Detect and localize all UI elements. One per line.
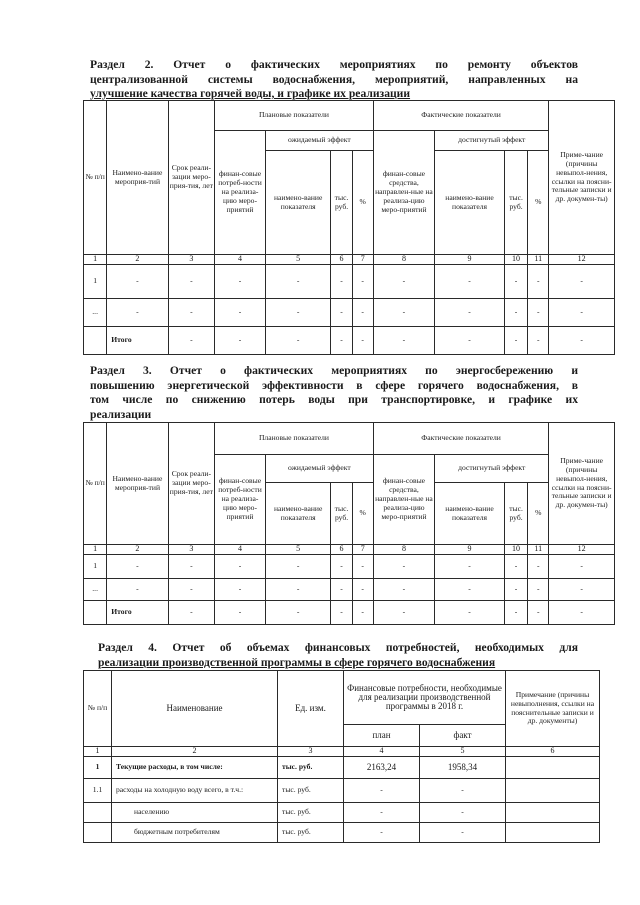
table-row xyxy=(84,326,615,354)
colnum: 1 xyxy=(84,747,112,757)
table-row xyxy=(84,779,600,803)
colnum: 3 xyxy=(168,255,215,265)
colnum: 3 xyxy=(168,545,215,555)
cell: - xyxy=(435,298,505,326)
cell: - xyxy=(435,554,505,578)
row-fact: - xyxy=(420,779,506,803)
cell: - xyxy=(504,264,527,298)
cell: - xyxy=(504,298,527,326)
colnum: 8 xyxy=(373,255,434,265)
cell: - xyxy=(331,264,352,298)
cell: - xyxy=(352,298,373,326)
row-fact: 1958,34 xyxy=(420,757,506,779)
row-fact: - xyxy=(420,803,506,823)
cell: - xyxy=(265,326,331,354)
row-num: 1 xyxy=(84,757,112,779)
cell: - xyxy=(168,600,215,624)
row-note xyxy=(506,803,600,823)
table-row xyxy=(84,264,615,298)
column-numbers-row xyxy=(84,545,615,555)
row-name: - xyxy=(107,578,168,600)
cell: - xyxy=(528,578,549,600)
plan-indicators-header: Плановые показатели xyxy=(215,423,374,455)
section4-title-line2: реализации производственной программы в сфере горячего водоснабжения xyxy=(98,655,496,669)
cell: - xyxy=(373,264,434,298)
table-row xyxy=(84,803,600,823)
row-num xyxy=(84,823,112,843)
row-num xyxy=(84,803,112,823)
colnum: 9 xyxy=(435,545,505,555)
colnum: 10 xyxy=(504,255,527,265)
cell: - xyxy=(168,554,215,578)
cell: - xyxy=(504,326,527,354)
col-note-header: Приме-чание (причины невыпол-нения, ссылки на поясни-тельные записки и др. докумен-ты) xyxy=(549,423,615,545)
colnum: 2 xyxy=(107,545,168,555)
colnum: 2 xyxy=(107,255,168,265)
cell: - xyxy=(215,298,266,326)
cell: - xyxy=(528,600,549,624)
fact-indicators-header: Фактические показатели xyxy=(373,101,549,131)
row-unit: тыс. руб. xyxy=(278,823,344,843)
section3-title-line2: повышению энергетической эффективности в сфере горячего водоснабжения, в xyxy=(90,378,578,392)
cell: - xyxy=(373,578,434,600)
cell: - xyxy=(352,326,373,354)
plan-eff-rub-header: тыс. руб. xyxy=(331,151,352,255)
plan-fin-header: финан-совые потреб-ности на реализа-цию меро-приятий xyxy=(215,455,266,545)
fact-fin-header: финан-совые средства, направлен-ные на реализа-цию меро-приятий xyxy=(373,131,434,255)
colnum: 6 xyxy=(331,255,352,265)
row-unit: тыс. руб. xyxy=(278,757,344,779)
table-row xyxy=(84,554,615,578)
col-num-header: № п/п xyxy=(84,101,107,255)
fact-eff-pct-header: % xyxy=(528,151,549,255)
row-name: Итого xyxy=(107,600,168,624)
colnum: 9 xyxy=(435,255,505,265)
row-name: бюджетным потребителям xyxy=(112,823,278,843)
plan-eff-rub-header: тыс. руб. xyxy=(331,483,352,545)
fin-needs-header: Финансовые потребности, необходимые для реализации производственной программы в 2018 г. xyxy=(344,671,506,725)
row-name: Итого xyxy=(107,326,168,354)
row-num: ... xyxy=(84,298,107,326)
cell: - xyxy=(504,554,527,578)
cell: - xyxy=(435,264,505,298)
cell: - xyxy=(373,554,434,578)
section3-title-line1: Раздел 3. Отчет о фактических мероприятиях по энергосбережению и xyxy=(90,364,578,377)
fact-fin-header: финан-совые средства, направлен-ные на реализа-цию меро-приятий xyxy=(373,455,434,545)
row-name: расходы на холодную воду всего, в т.ч.: xyxy=(112,779,278,803)
row-unit: тыс. руб. xyxy=(278,779,344,803)
plan-effect-header: ожидаемый эффект xyxy=(265,455,373,483)
fact-eff-pct-header: % xyxy=(528,483,549,545)
cell: - xyxy=(168,298,215,326)
cell: - xyxy=(265,578,331,600)
col-term-header: Срок реали-зации меро-прия-тия, лет xyxy=(168,423,215,545)
fact-effect-header: достигнутый эффект xyxy=(435,455,549,483)
cell: - xyxy=(215,554,266,578)
colnum: 4 xyxy=(344,747,420,757)
plan-effect-header: ожидаемый эффект xyxy=(265,131,373,151)
row-note xyxy=(506,823,600,843)
fact-eff-name-header: наимено-вание показателя xyxy=(435,483,505,545)
colnum: 7 xyxy=(352,545,373,555)
colnum: 5 xyxy=(265,255,331,265)
cell: - xyxy=(373,600,434,624)
table-row xyxy=(84,298,615,326)
section3-title-line3: том числе по снижению потерь воды при транспортировке, и графике их xyxy=(90,393,578,406)
table-row xyxy=(84,823,600,843)
table-row xyxy=(84,578,615,600)
section3-title-line4: реализации xyxy=(90,407,152,421)
row-plan: - xyxy=(344,803,420,823)
plan-indicators-header: Плановые показатели xyxy=(215,101,374,131)
row-note xyxy=(506,779,600,803)
cell: - xyxy=(215,264,266,298)
colnum: 12 xyxy=(549,255,615,265)
cell: - xyxy=(331,298,352,326)
cell: - xyxy=(168,578,215,600)
cell: - xyxy=(352,600,373,624)
column-numbers-row xyxy=(84,747,600,757)
colnum: 2 xyxy=(112,747,278,757)
cell: - xyxy=(331,578,352,600)
cell: - xyxy=(265,298,331,326)
row-num: 1.1 xyxy=(84,779,112,803)
colnum: 10 xyxy=(504,545,527,555)
section3-table xyxy=(83,422,615,625)
plan-eff-name-header: наимено-вание показателя xyxy=(265,483,331,545)
row-plan: - xyxy=(344,779,420,803)
colnum: 1 xyxy=(84,255,107,265)
row-name: Текущие расходы, в том числе: xyxy=(112,757,278,779)
plan-fin-header: финан-совые потреб-ности на реализа-цию меро-приятий xyxy=(215,131,266,255)
row-note xyxy=(506,757,600,779)
colnum: 5 xyxy=(420,747,506,757)
col-note-header: Примечание (причины невыполнения, ссылки на пояснительные записки и др. документы) xyxy=(506,671,600,747)
column-numbers-row xyxy=(84,255,615,265)
col-term-header: Срок реали-зации меро-прия-тия, лет xyxy=(168,101,215,255)
fact-eff-rub-header: тыс. руб. xyxy=(504,483,527,545)
cell: - xyxy=(435,326,505,354)
section4-title xyxy=(98,641,578,670)
colnum: 3 xyxy=(278,747,344,757)
section4-title-line1: Раздел 4. Отчет об объемах финансовых потребностей, необходимых для xyxy=(98,641,578,654)
cell: - xyxy=(265,264,331,298)
cell: - xyxy=(504,600,527,624)
row-num xyxy=(84,600,107,624)
colnum: 11 xyxy=(528,545,549,555)
cell: - xyxy=(549,578,615,600)
cell: - xyxy=(331,600,352,624)
cell: - xyxy=(215,326,266,354)
cell: - xyxy=(528,326,549,354)
cell: - xyxy=(168,264,215,298)
cell: - xyxy=(528,298,549,326)
plan-eff-pct-header: % xyxy=(352,151,373,255)
row-unit: тыс. руб. xyxy=(278,803,344,823)
row-name: населению xyxy=(112,803,278,823)
colnum: 4 xyxy=(215,255,266,265)
cell: - xyxy=(435,578,505,600)
col-note-header: Приме-чание (причины невыпол-нения, ссылки на поясни-тельные записки и др. докумен-ты) xyxy=(549,101,615,255)
cell: - xyxy=(549,298,615,326)
col-num-header: № п/п xyxy=(84,671,112,747)
row-plan: 2163,24 xyxy=(344,757,420,779)
cell: - xyxy=(373,326,434,354)
fact-eff-name-header: наимено-вание показателя xyxy=(435,151,505,255)
fact-effect-header: достигнутый эффект xyxy=(435,131,549,151)
colnum: 4 xyxy=(215,545,266,555)
plan-eff-pct-header: % xyxy=(352,483,373,545)
row-num: 1 xyxy=(84,554,107,578)
plan-header: план xyxy=(344,725,420,747)
colnum: 6 xyxy=(506,747,600,757)
section2-title-line1: Раздел 2. Отчет о фактических мероприятиях по ремонту объектов xyxy=(90,58,578,71)
cell: - xyxy=(352,578,373,600)
section2-table xyxy=(83,100,615,355)
colnum: 7 xyxy=(352,255,373,265)
col-name-header: Наимено-вание мероприя-тий xyxy=(107,423,168,545)
row-name: - xyxy=(107,554,168,578)
table-row xyxy=(84,757,600,779)
fact-header: факт xyxy=(420,725,506,747)
row-name: - xyxy=(107,298,168,326)
cell: - xyxy=(549,554,615,578)
cell: - xyxy=(168,326,215,354)
plan-eff-name-header: наимено-вание показателя xyxy=(265,151,331,255)
section2-title xyxy=(90,58,578,102)
colnum: 11 xyxy=(528,255,549,265)
cell: - xyxy=(549,600,615,624)
colnum: 12 xyxy=(549,545,615,555)
cell: - xyxy=(549,264,615,298)
cell: - xyxy=(215,578,266,600)
table-row xyxy=(84,600,615,624)
colnum: 5 xyxy=(265,545,331,555)
col-name-header: Наимено-вание мероприя-тий xyxy=(107,101,168,255)
fact-eff-rub-header: тыс. руб. xyxy=(504,151,527,255)
cell: - xyxy=(331,554,352,578)
cell: - xyxy=(331,326,352,354)
row-num: ... xyxy=(84,578,107,600)
row-num xyxy=(84,326,107,354)
fact-indicators-header: Фактические показатели xyxy=(373,423,549,455)
cell: - xyxy=(352,554,373,578)
cell: - xyxy=(528,264,549,298)
section4-table xyxy=(83,670,600,843)
cell: - xyxy=(373,298,434,326)
cell: - xyxy=(528,554,549,578)
cell: - xyxy=(504,578,527,600)
section2-title-line3: улучшение качества горячей воды, и графике их реализации xyxy=(90,87,411,100)
col-num-header: № п/п xyxy=(84,423,107,545)
row-name: - xyxy=(107,264,168,298)
colnum: 6 xyxy=(331,545,352,555)
cell: - xyxy=(215,600,266,624)
row-plan: - xyxy=(344,823,420,843)
cell: - xyxy=(265,554,331,578)
cell: - xyxy=(435,600,505,624)
section2-title-line2: централизованной системы водоснабжения, мероприятий, направленных на xyxy=(90,72,578,86)
col-unit-header: Ед. изм. xyxy=(278,671,344,747)
section3-title xyxy=(90,364,578,422)
col-name-header: Наименование xyxy=(112,671,278,747)
cell: - xyxy=(352,264,373,298)
row-num: 1 xyxy=(84,264,107,298)
colnum: 8 xyxy=(373,545,434,555)
cell: - xyxy=(265,600,331,624)
row-fact: - xyxy=(420,823,506,843)
colnum: 1 xyxy=(84,545,107,555)
cell: - xyxy=(549,326,615,354)
